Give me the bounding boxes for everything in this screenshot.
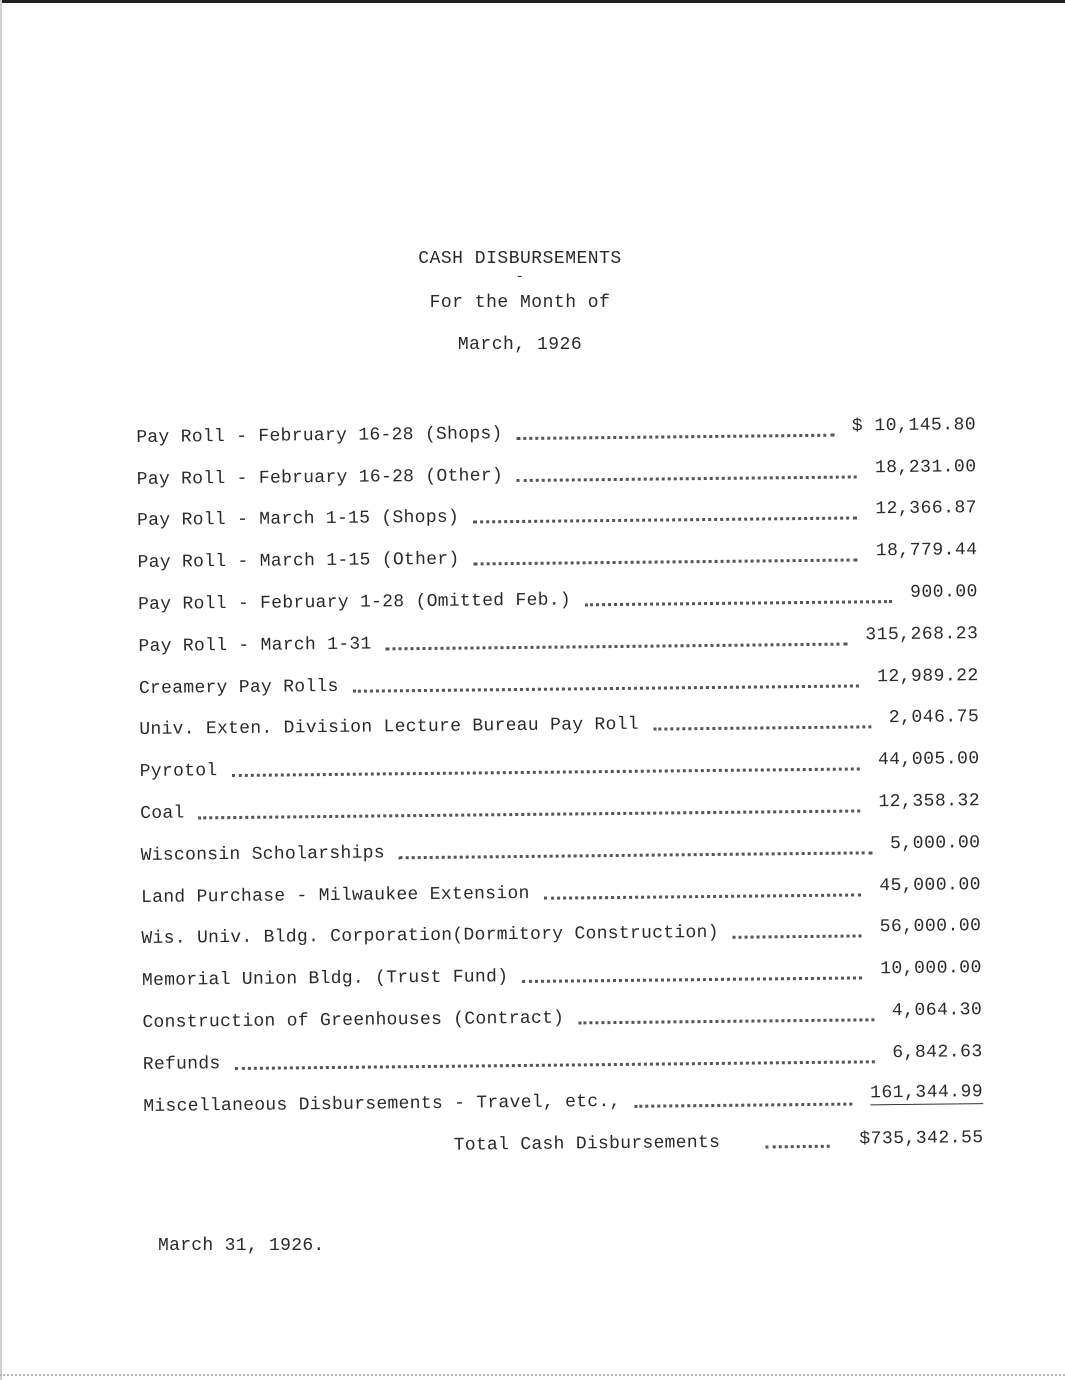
- entry-amount: 18,231.00: [874, 456, 977, 478]
- dot-leader: [578, 1018, 874, 1024]
- entry-amount: 4,064.30: [891, 1000, 983, 1022]
- entry-amount: 2,046.75: [888, 707, 980, 729]
- entry-label: Construction of Greenhouses (Contract): [142, 1008, 565, 1033]
- total-label: Total Cash Disbursements: [453, 1132, 721, 1156]
- entry-label: Land Purchase - Milwaukee Extension: [140, 883, 530, 908]
- document-date: March 31, 1926.: [158, 1236, 325, 1256]
- dot-leader: [473, 517, 857, 524]
- dot-leader: [733, 935, 862, 939]
- dot-leader: [235, 1060, 875, 1070]
- entry-label: Coal: [140, 803, 185, 824]
- entry-label: Pay Roll - February 16-28 (Shops): [136, 423, 503, 448]
- dot-leader: [353, 684, 859, 692]
- dot-leader: [232, 768, 860, 778]
- entry-amount: 12,366.87: [875, 498, 978, 520]
- entry-amount: 44,005.00: [877, 749, 980, 771]
- entry-amount: 315,268.23: [865, 623, 979, 646]
- entry-label: Pyrotol: [139, 761, 218, 783]
- dot-leader: [399, 851, 873, 859]
- entry-label: Memorial Union Bldg. (Trust Fund): [141, 967, 509, 992]
- entry-label: Creamery Pay Rolls: [138, 676, 339, 699]
- entry-label: Wisconsin Scholarships: [140, 843, 385, 866]
- entry-amount-underlined: 161,344.99: [870, 1081, 984, 1103]
- bottom-edge-rule: [0, 1374, 1065, 1376]
- dot-leader: [517, 475, 857, 482]
- entry-label: Refunds: [142, 1053, 221, 1075]
- entry-amount: 56,000.00: [879, 916, 982, 938]
- entry-amount: $ 10,145.80: [851, 414, 977, 437]
- title-dash: -: [515, 269, 525, 285]
- dot-leader: [385, 642, 847, 650]
- entry-amount: 12,989.22: [876, 665, 979, 687]
- total-row: [143, 1114, 993, 1163]
- entry-label: Pay Roll - March 1-15 (Other): [137, 549, 460, 574]
- entry-label: Pay Roll - February 1-28 (Omitted Feb.): [137, 590, 572, 615]
- dot-leader: [522, 977, 862, 984]
- entry-amount: 12,358.32: [878, 791, 981, 813]
- top-edge-rule: [0, 0, 1065, 3]
- entry-label: Miscellaneous Disbursements - Travel, etc.,: [143, 1091, 621, 1117]
- entry-label: Pay Roll - March 1-31: [138, 634, 372, 657]
- entry-label: Wis. Univ. Bldg. Corporation(Dormitory Construction): [141, 923, 719, 950]
- dot-leader: [516, 433, 834, 439]
- left-edge-shadow: [0, 0, 2, 1380]
- dot-leader: [544, 893, 861, 899]
- entry-label: Univ. Exten. Division Lecture Bureau Pay Roll: [139, 715, 640, 741]
- entry-amount: 18,779.44: [875, 540, 978, 562]
- dot-leader: [766, 1144, 830, 1148]
- entry-label: Pay Roll - February 16-28 (Other): [136, 465, 504, 490]
- entry-amount: 900.00: [910, 582, 979, 603]
- entry-label: Pay Roll - March 1-15 (Shops): [137, 508, 460, 532]
- entry-amount: 6,842.63: [892, 1041, 983, 1063]
- entry-amount: 5,000.00: [890, 832, 981, 854]
- document-month: March, 1926: [457, 335, 583, 355]
- dot-leader: [653, 726, 871, 731]
- dot-leader: [474, 559, 858, 566]
- dot-leader: [634, 1102, 852, 1107]
- disbursement-list: [136, 403, 994, 1162]
- document-subtitle: For the Month of: [429, 293, 611, 313]
- entry-amount: 45,000.00: [879, 874, 982, 896]
- total-amount: $735,342.55: [859, 1127, 984, 1150]
- dot-leader: [198, 809, 860, 819]
- document-title: CASH DISBURSEMENTS: [418, 249, 622, 269]
- dot-leader: [585, 600, 892, 606]
- document-header: [0, 248, 1040, 376]
- entry-amount: 10,000.00: [880, 958, 982, 980]
